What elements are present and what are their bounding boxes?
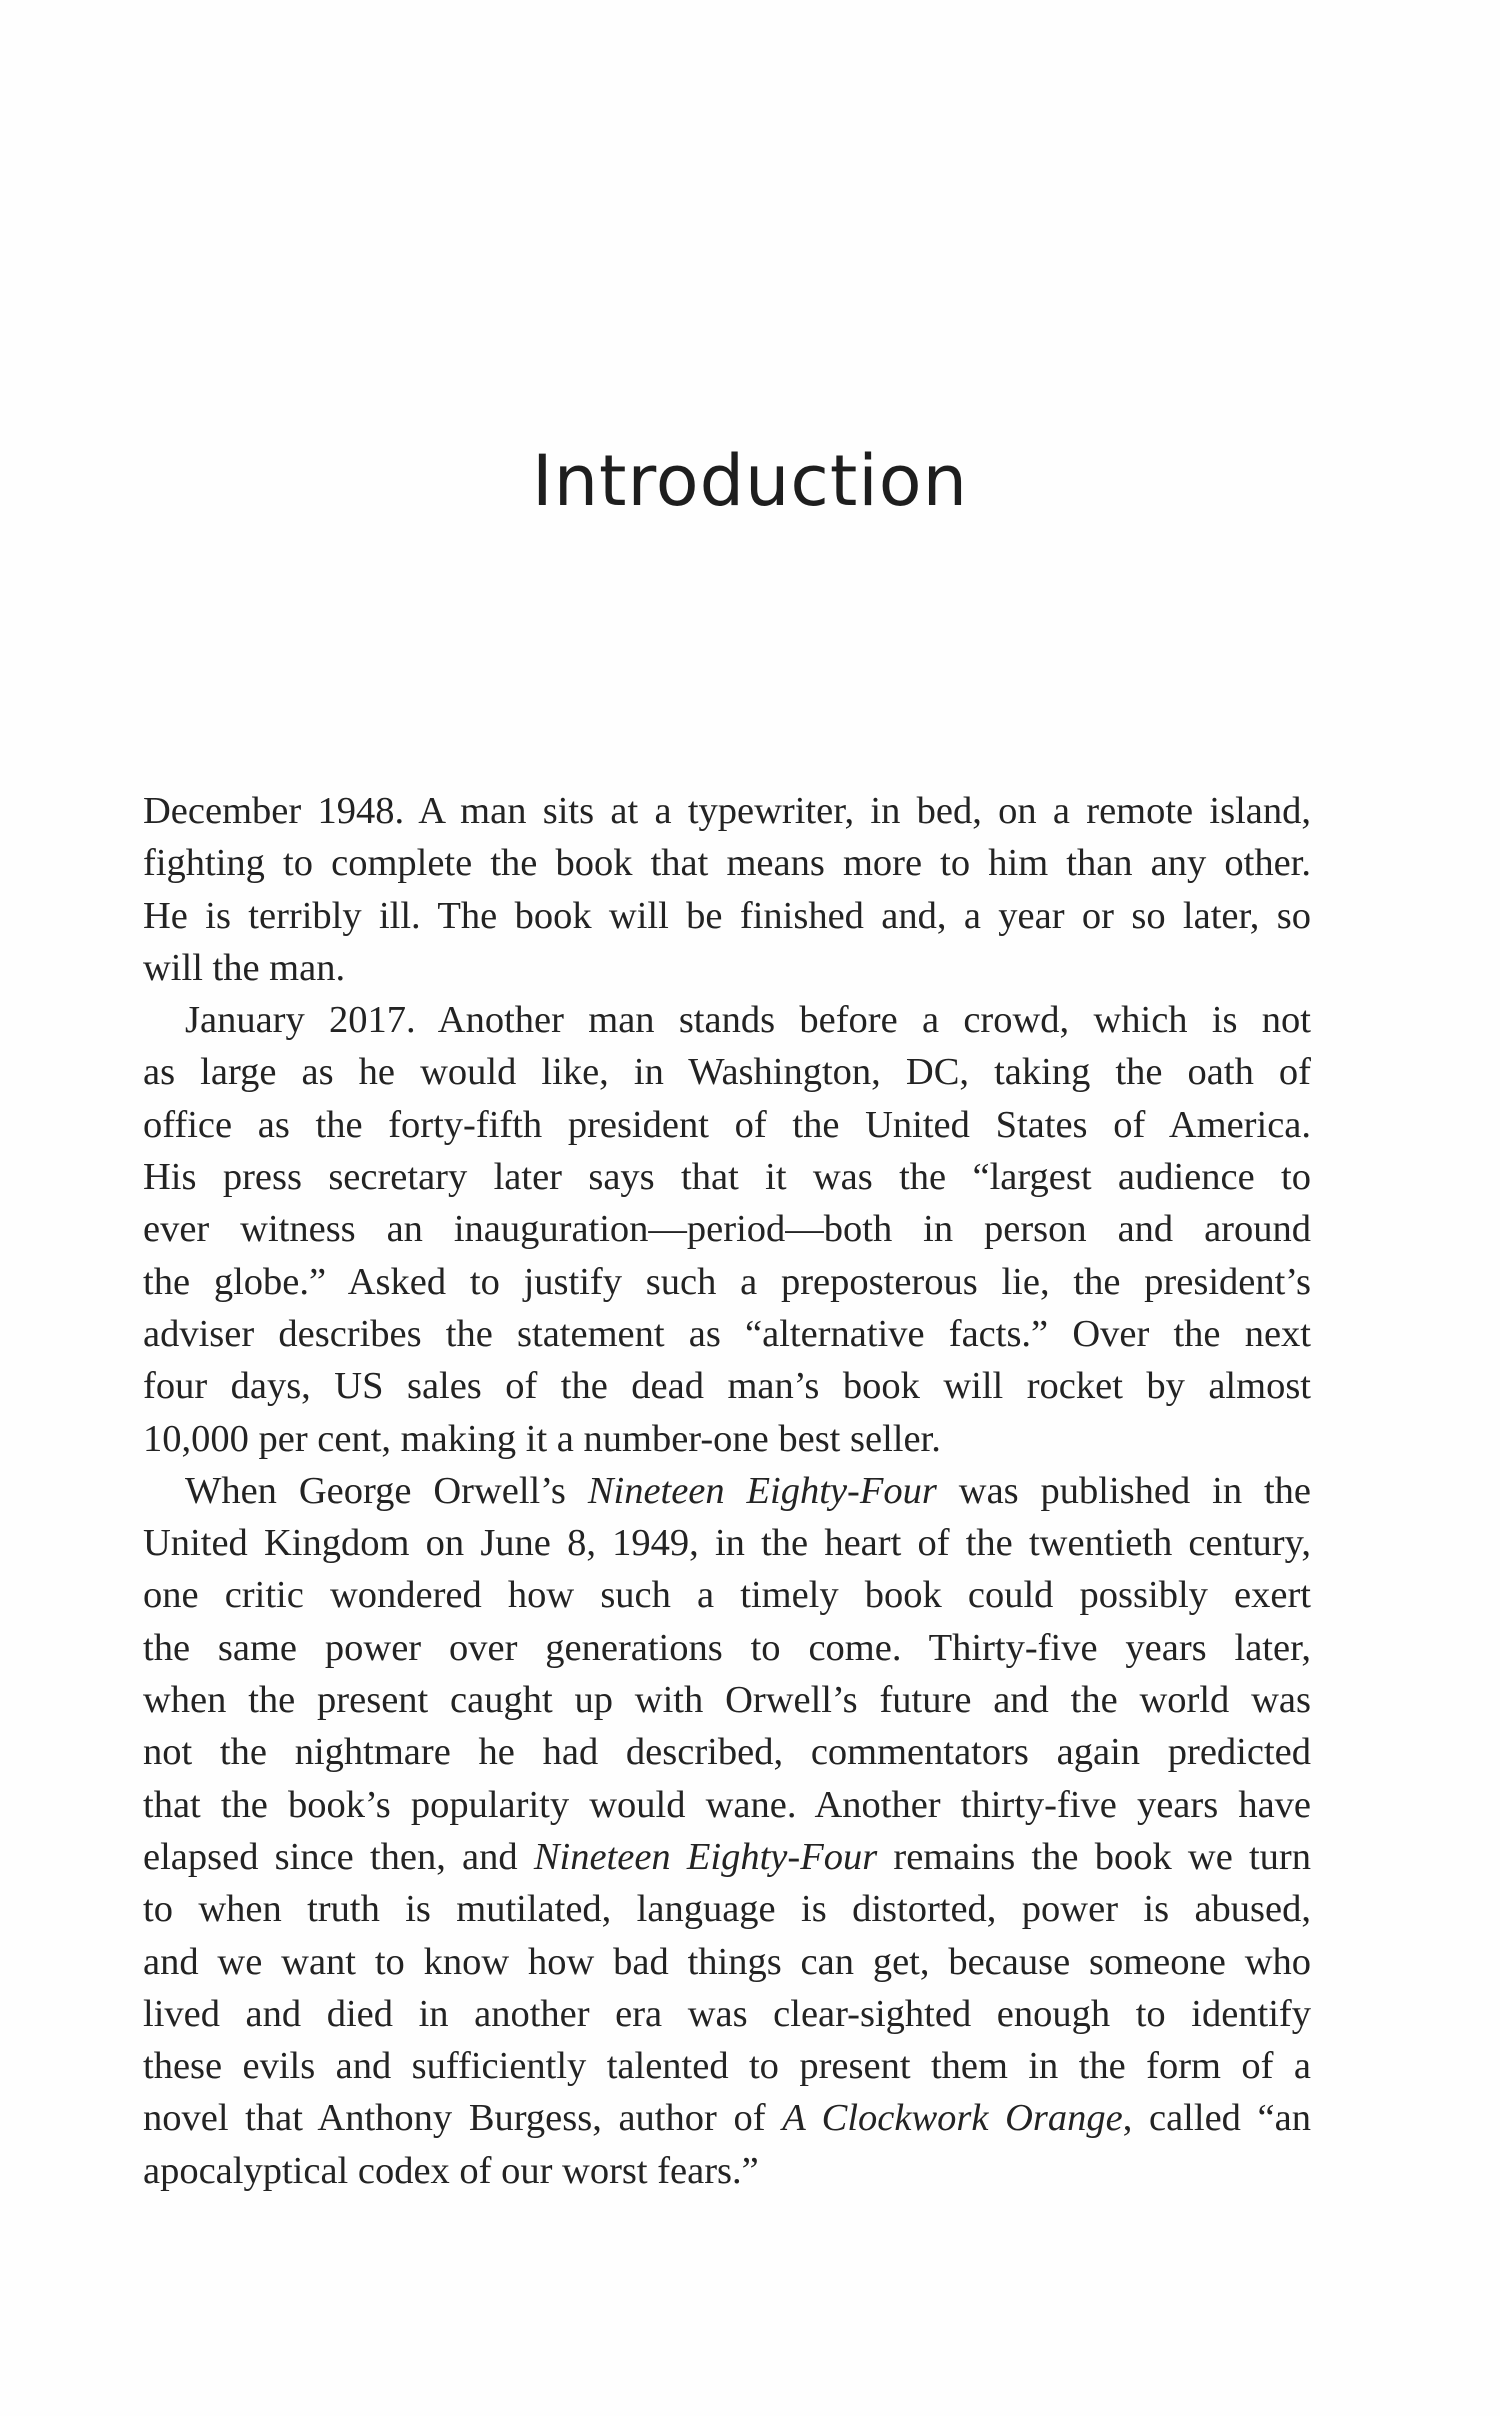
text-line: December 1948. A man sits at a typewriter, in bed, on a remote island, [143,790,1311,832]
text-line: to when truth is mutilated, language is distorted, power is abused, [143,1888,1311,1931]
text-line: When George Orwell’s Nineteen Eighty-Four was published in the [185,1469,1312,1512]
book-title: Nineteen Eighty-Four [533,1835,878,1878]
text-line: four days, US sales of the dead man’s book will rocket by almost [143,1365,1311,1408]
text-line: that the book’s popularity would wane. Another thirty-five years have [143,1783,1311,1826]
text-line: when the present caught up with Orwell’s future and the world was [143,1679,1311,1722]
text-line: as large as he would like, in Washington, DC, taking the oath of [143,1051,1311,1094]
text-line: not the nightmare he had described, commentators again predicted [143,1731,1311,1774]
text-line: the same power over generations to come. Thirty-five years later, [143,1626,1311,1669]
text-line: office as the forty-fifth president of the United States of America. [143,1103,1311,1146]
text-line: these evils and sufficiently talented to present them in the form of a [143,2045,1311,2088]
text-line: lived and died in another era was clear-sighted enough to identify [143,1992,1311,2035]
text-line: apocalyptical codex of our worst fears.” [143,2149,759,2192]
text-line: His press secretary later says that it was the “largest audience to [143,1156,1311,1199]
text-line: adviser describes the statement as “alternative facts.” Over the next [143,1312,1311,1355]
chapter-body [143,785,1311,2197]
book-title: A Clockwork Orange [782,2097,1123,2140]
text-line: ever witness an inauguration—period—both in person and around [143,1208,1311,1251]
text-line: 10,000 per cent, making it a number-one best seller. [143,1417,941,1460]
text-line: elapsed since then, and Nineteen Eighty-Four remains the book we turn [143,1835,1312,1878]
book-title: Nineteen Eighty-Four [587,1469,937,1512]
text-line: one critic wondered how such a timely book could possibly exert [143,1574,1311,1617]
chapter-title: Introduction [532,440,968,522]
text-line: the globe.” Asked to justify such a preposterous lie, the president’s [143,1260,1311,1303]
text-line: January 2017. Another man stands before a crowd, which is not [185,999,1311,1042]
text-line: United Kingdom on June 8, 1949, in the heart of the twentieth century, [143,1522,1311,1565]
text-line: novel that Anthony Burgess, author of A Clockwork Orange, called “an [143,2097,1311,2140]
text-line: He is terribly ill. The book will be finished and, a year or so later, so [143,894,1311,937]
text-line: fighting to complete the book that means more to him than any other. [143,842,1311,885]
text-line: and we want to know how bad things can get, because someone who [143,1940,1311,1983]
text-line: will the man. [143,946,346,989]
